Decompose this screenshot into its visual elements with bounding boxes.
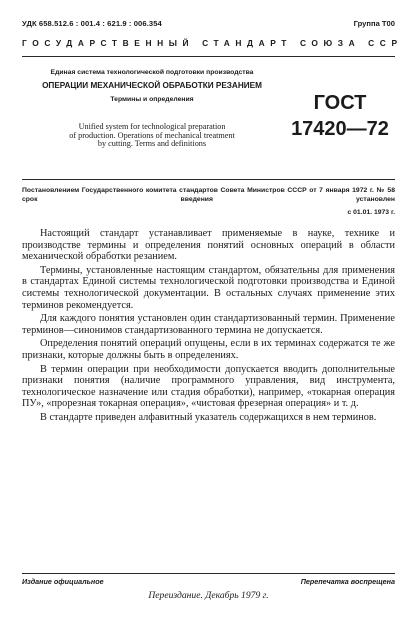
body-paragraph: Определения понятий операций опущены, если в их терминах содержатся те же признаки, которые должны быть в определениях. — [22, 338, 395, 361]
russian-title-block — [22, 69, 282, 104]
body-paragraph: Термины, установленные настоящим стандартом, обязательны для применения в стандартах Единой системы технологической подготовки производства и Единой системы технологической документации. В остальных случаях применение этих терминов рекомендуется. — [22, 264, 395, 311]
effective-date: с 01.01. 1973 г. — [347, 209, 395, 216]
body-paragraph: В стандарте приведен алфавитный указатель содержащихся в нем терминов. — [40, 411, 377, 423]
reprint-prohibited-label: Перепечатка воспрещена — [300, 577, 395, 586]
title-system-line: Единая система технологической подготовки производства — [50, 69, 254, 76]
title-divider — [22, 179, 395, 180]
body-text — [22, 228, 395, 426]
reprint-note: Переиздание. Декабрь 1979 г. — [148, 590, 269, 601]
body-paragraph: Для каждого понятия установлен один стандартизованный термин. Применение терминов—синонимов стандартизованного термина не допускается. — [22, 313, 395, 336]
gost-number: 17420—72 — [291, 118, 389, 140]
footer-divider — [22, 573, 395, 574]
title-subtitle-line: Термины и определения — [110, 96, 194, 104]
decree-text: Постановлением Государственного комитета стандартов Совета Министров СССР от 7 января 1972 г. № 58 срок введения установлен — [22, 187, 395, 203]
title-main-line: ОПЕРАЦИИ МЕХАНИЧЕСКОЙ ОБРАБОТКИ РЕЗАНИЕМ — [42, 81, 262, 91]
group-code: Группа Т00 — [353, 19, 395, 28]
body-paragraph: Настоящий стандарт устанавливает применяемые в науке, технике и производстве термины и определения понятий основных операций в области механической обработки резанием. — [22, 228, 395, 263]
english-title: Unified system for technological preparation of production. Operations of mechanical treatment by cutting. Terms and definitions — [69, 122, 235, 149]
body-paragraph: В термин операции при необходимости допускается вводить дополнительные признаки понятия (наличие программного управления, вид инструмента, технологическое назначение или стадия обработки), например, «токарная операция ПУ», «прорезная токарная операция», «чистовая фрезерная операция» и т. д. — [22, 363, 395, 410]
gost-designation — [290, 90, 390, 142]
official-edition-label: Издание официальное — [22, 577, 104, 586]
decree-block — [22, 186, 395, 216]
standard-title: ГОСУДАРСТВЕННЫЙ СТАНДАРТ СОЮЗА ССР — [22, 38, 403, 48]
gost-label: ГОСТ — [313, 92, 367, 114]
header-divider — [22, 56, 395, 57]
udk-code: УДК 658.512.6 : 001.4 : 621.9 : 006.354 — [22, 19, 162, 28]
